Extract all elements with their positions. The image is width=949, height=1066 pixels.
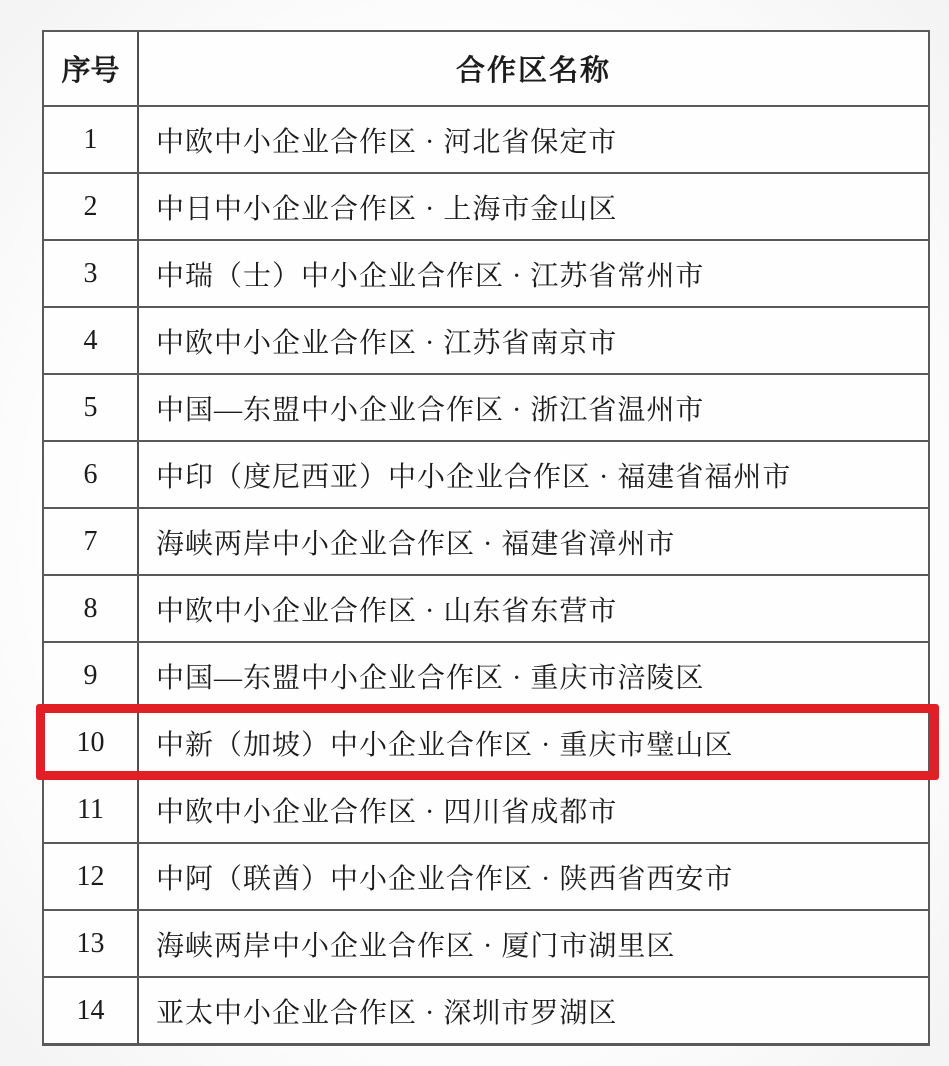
row-index-cell: 4 xyxy=(44,308,139,373)
table-row xyxy=(44,440,928,507)
table-row xyxy=(44,976,928,1043)
row-name-cell: 中国—东盟中小企业合作区 · 重庆市涪陵区 xyxy=(156,662,705,694)
row-index-cell: 10 xyxy=(44,710,139,775)
row-name-cell: 中国—东盟中小企业合作区 · 浙江省温州市 xyxy=(156,394,705,426)
row-name-cell: 中新（加坡）中小企业合作区 · 重庆市璧山区 xyxy=(156,729,734,761)
header-cell-index: 序号 xyxy=(44,32,139,105)
row-name-cell: 中印（度尼西亚）中小企业合作区 · 福建省福州市 xyxy=(156,461,792,493)
table-row xyxy=(44,775,928,842)
row-name-cell: 海峡两岸中小企业合作区 · 厦门市湖里区 xyxy=(156,930,676,962)
row-index-cell: 7 xyxy=(44,509,139,574)
table-row xyxy=(44,172,928,239)
row-name-cell: 亚太中小企业合作区 · 深圳市罗湖区 xyxy=(156,997,618,1029)
header-cell-name: 合作区名称 xyxy=(455,55,611,87)
table-row-highlighted xyxy=(44,708,928,775)
table-row xyxy=(44,105,928,172)
cooperation-zone-table xyxy=(42,30,930,1046)
table-header-row xyxy=(44,32,928,105)
table-row xyxy=(44,909,928,976)
row-index-cell: 6 xyxy=(44,442,139,507)
row-index-cell: 11 xyxy=(44,777,139,842)
row-index-cell: 14 xyxy=(44,978,139,1043)
table-row xyxy=(44,306,928,373)
table-row xyxy=(44,574,928,641)
row-name-cell: 中日中小企业合作区 · 上海市金山区 xyxy=(156,193,618,225)
table-row xyxy=(44,373,928,440)
table-row xyxy=(44,507,928,574)
row-index-cell: 5 xyxy=(44,375,139,440)
row-index-cell: 13 xyxy=(44,911,139,976)
row-name-cell: 中欧中小企业合作区 · 山东省东营市 xyxy=(156,595,618,627)
row-index-cell: 2 xyxy=(44,174,139,239)
table-row xyxy=(44,641,928,708)
row-index-cell: 12 xyxy=(44,844,139,909)
row-name-cell: 中阿（联酋）中小企业合作区 · 陕西省西安市 xyxy=(156,863,734,895)
table-row xyxy=(44,239,928,306)
row-name-cell: 中欧中小企业合作区 · 河北省保定市 xyxy=(156,126,618,158)
row-index-cell: 8 xyxy=(44,576,139,641)
row-name-cell: 中欧中小企业合作区 · 四川省成都市 xyxy=(156,796,618,828)
row-name-cell: 中瑞（士）中小企业合作区 · 江苏省常州市 xyxy=(156,260,705,292)
row-index-cell: 1 xyxy=(44,107,139,172)
row-index-cell: 9 xyxy=(44,643,139,708)
table-row xyxy=(44,842,928,909)
row-name-cell: 中欧中小企业合作区 · 江苏省南京市 xyxy=(156,327,618,359)
row-index-cell: 3 xyxy=(44,241,139,306)
row-name-cell: 海峡两岸中小企业合作区 · 福建省漳州市 xyxy=(156,528,676,560)
